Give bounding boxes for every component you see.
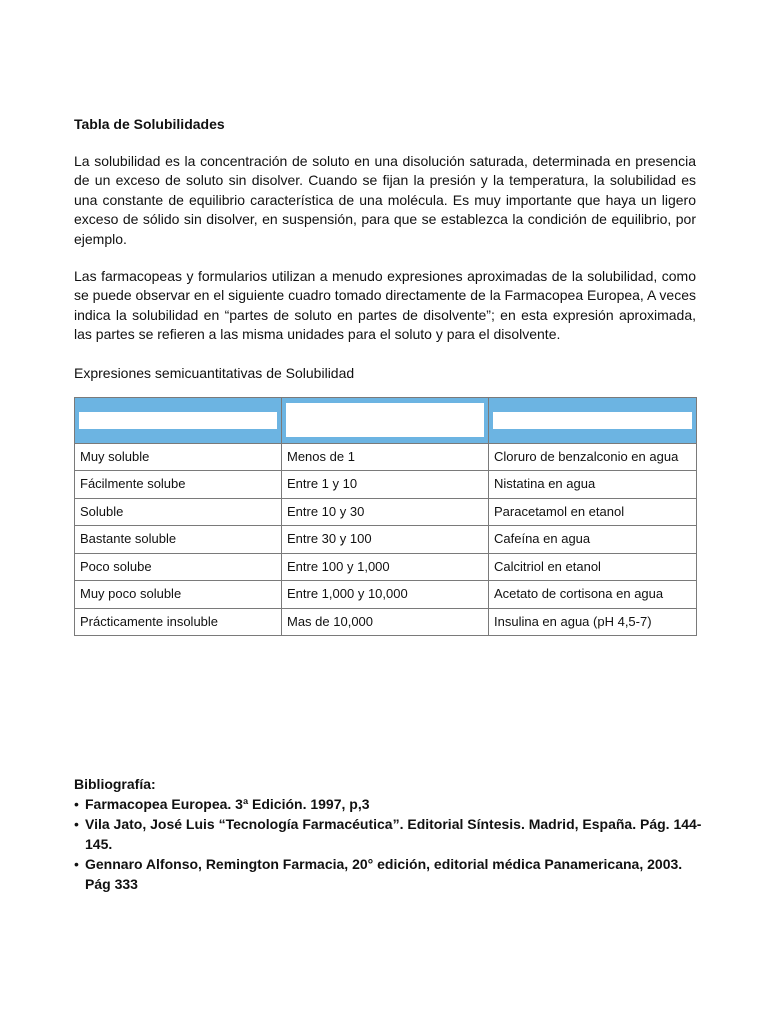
example-cell: Acetato de cortisona en agua [489,581,697,609]
table-caption: Expresiones semicuantitativas de Solubilidad [74,364,355,381]
document-title: Tabla de Solubilidades [74,116,225,132]
table-header-row [75,397,697,443]
term-cell: Muy poco soluble [75,581,282,609]
term-cell: Muy soluble [75,443,282,471]
example-cell: Cloruro de benzalconio en agua [489,443,697,471]
header-blank-box [286,403,484,437]
parts-cell: Entre 10 y 30 [282,498,489,526]
table-row [75,471,697,499]
bibliography-item [74,814,704,854]
term-cell: Prácticamente insoluble [75,608,282,636]
bibliography [74,774,704,894]
example-cell: Paracetamol en etanol [489,498,697,526]
table-row [75,608,697,636]
header-blank-box [493,412,692,429]
header-blank-box [79,412,277,429]
table-row [75,526,697,554]
table-row [75,581,697,609]
table-header-cell [489,397,697,443]
bibliography-item-text: Vila Jato, José Luis “Tecnología Farmacéutica”. Editorial Síntesis. Madrid, España. Pág. 144-145. [85,816,702,852]
bibliography-item-text: Gennaro Alfonso, Remington Farmacia, 20° edición, editorial médica Panamericana, 2003. Pág 333 [85,856,683,892]
solubility-table [74,397,697,637]
table-header-cell [75,397,282,443]
term-cell: Bastante soluble [75,526,282,554]
document-body [74,114,696,636]
term-cell: Fácilmente solube [75,471,282,499]
bibliography-list [74,794,704,894]
parts-cell: Mas de 10,000 [282,608,489,636]
bullet-icon: • [74,856,79,872]
table-row [75,443,697,471]
table-header-cell [282,397,489,443]
parts-cell: Entre 1 y 10 [282,471,489,499]
parts-cell: Entre 30 y 100 [282,526,489,554]
bullet-icon: • [74,796,79,812]
bullet-icon: • [74,816,79,832]
bibliography-item [74,854,704,894]
example-cell: Calcitriol en etanol [489,553,697,581]
parts-cell: Entre 1,000 y 10,000 [282,581,489,609]
bibliography-item-text: Farmacopea Europea. 3ª Edición. 1997, p,3 [85,796,370,812]
table-row [75,553,697,581]
bibliography-item [74,794,704,814]
table-row [75,498,697,526]
example-cell: Insulina en agua (pH 4,5-7) [489,608,697,636]
term-cell: Soluble [75,498,282,526]
paragraph-pharmacopoeia: Las farmacopeas y formularios utilizan a menudo expresiones aproximadas de la solubilidad, como se puede observar en el siguiente cuadro tomado directamente de la Farmacopea Europea, A veces indica la solubilidad en “partes de soluto en partes de disolvente”; en esta expresión aproximada, las partes se refieren a las misma unidades para el soluto y para el disolvente. [74,268,696,343]
parts-cell: Menos de 1 [282,443,489,471]
bibliography-title: Bibliografía: [74,776,156,792]
term-cell: Poco solube [75,553,282,581]
example-cell: Cafeína en agua [489,526,697,554]
parts-cell: Entre 100 y 1,000 [282,553,489,581]
paragraph-definition: La solubilidad es la concentración de soluto en una disolución saturada, determinada en presencia de un exceso de soluto sin disolver. Cuando se fijan la presión y la temperatura, la solubilidad es una constante de equilibrio característica de una molécula. Es muy importante que haya un ligero exceso de sólido sin disolver, en suspensión, para que se establezca la condición de equilibrio, por ejemplo. [74,153,696,247]
example-cell: Nistatina en agua [489,471,697,499]
